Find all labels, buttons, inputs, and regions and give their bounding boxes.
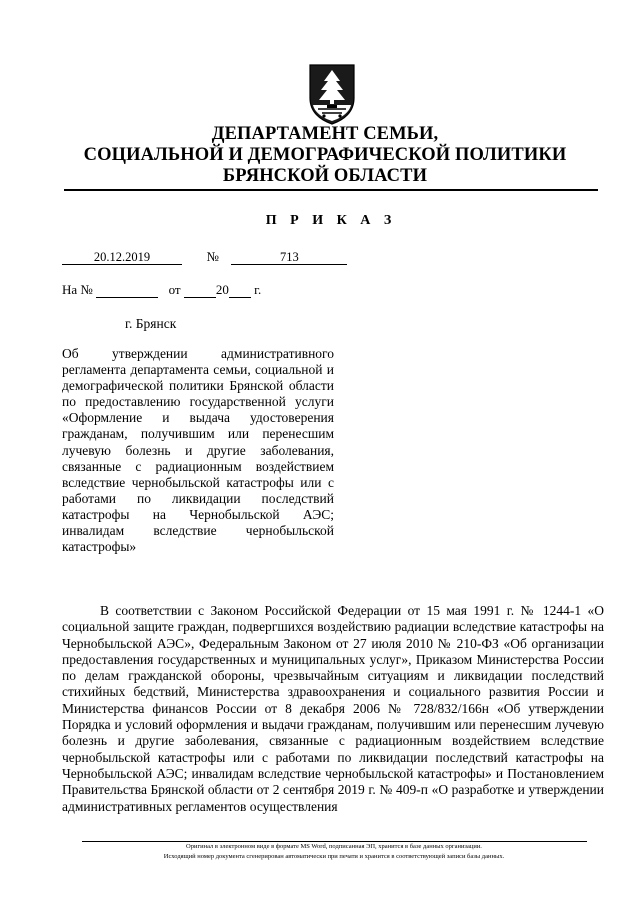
ref-year-prefix: 20 <box>215 282 229 297</box>
department-name-line-2: СОЦИАЛЬНОЙ И ДЕМОГРАФИЧЕСКОЙ ПОЛИТИКИ <box>83 145 567 165</box>
order-date: 20.12.2019 <box>62 250 182 265</box>
ref-year-suffix: г. <box>254 282 262 297</box>
header-divider <box>64 189 598 191</box>
ref-from-label: от <box>168 282 181 297</box>
document-type-title: П Р И К А З <box>265 213 397 228</box>
department-name-line-1: ДЕПАРТАМЕНТ СЕМЬИ, <box>211 124 439 144</box>
order-subject-text: Об утверждении административного регламента департамента семьи, социальной и демографической политики Брянской области по предоставлению государственной услуги «Оформление и выдача удостоверения гражданам, получившим или перенесшим лучевую болезнь и другие заболевания, связанные с радиационным воздействием вследствие чернобыльской катастрофы или с работами по ликвидации последствий катастрофы на Чернобыльской АЭС; инвалидам вследствие чернобыльской катастрофы» <box>62 346 334 555</box>
reference-row <box>62 282 261 298</box>
order-body-paragraph: В соответствии с Законом Российской Федерации от 15 мая 1991 г. № 1244-1 «О социальной защите граждан, подвергшихся воздействию радиации вследствие катастрофы на Чернобыльской АЭС», Федеральным Законом от 27 июля 2010 № 210-ФЗ «Об организации предоставления государственных и муниципальных услуг», Приказом Министерства России по делам гражданской обороны, чрезвычайным ситуациям и ликвидации последствий стихийных бедствий, Министерства здравоохранения и социального развития России и Министерства финансов России от 8 декабря 2006 № 728/832/166н «Об утверждении Порядка и условий оформления и выдачи гражданам, получившим или перенесшим лучевую болезнь и другие заболевания, связанные с радиационным воздействием вследствие чернобыльской катастрофы или с работами по ликвидации последствий катастрофы на Чернобыльской АЭС; инвалидам вследствие чернобыльской катастрофы» и Постановлением Правительства Брянской области от 2 сентября 2019 г. № 409-п «О разработке и утверждении административных регламентов осуществления <box>62 603 604 814</box>
bryansk-coat-of-arms-icon <box>304 62 360 126</box>
ref-number-blank <box>96 283 158 298</box>
ref-year-blank <box>229 283 251 298</box>
department-name-line-3: БРЯНСКОЙ ОБЛАСТИ <box>222 166 428 186</box>
city: г. Брянск <box>125 316 177 331</box>
order-number-label: № <box>206 249 219 264</box>
footer-note-number: Исходящий номер документа сгенерирован автоматически при печати и хранится в соответствующей записи базы данных. <box>163 853 505 860</box>
ref-day-blank <box>184 283 216 298</box>
order-body <box>62 603 604 815</box>
ref-number-label: На № <box>62 282 93 297</box>
footer-note-original: Оригинал в электронном виде в формате MS Word, подписанная ЭП, хранится в базе данных организации. <box>186 843 482 850</box>
order-date-number-row <box>62 249 347 265</box>
order-number: 713 <box>231 250 347 265</box>
order-subject <box>62 346 334 555</box>
